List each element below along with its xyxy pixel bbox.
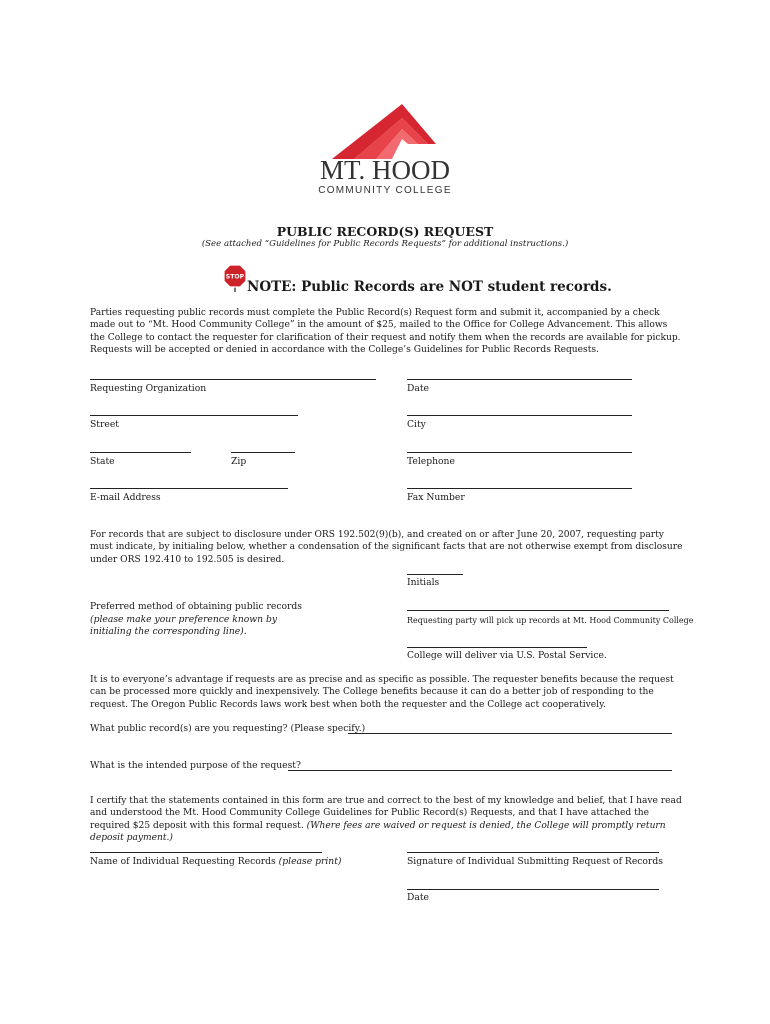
svg-text:STOP: STOP	[225, 273, 245, 281]
zip-label: Zip	[231, 456, 247, 467]
email-field[interactable]	[90, 488, 288, 489]
pickup-option-label: Requesting party will pick up records at Mt. Hood Community College	[407, 616, 694, 625]
certify-italic-text: (Where fees are waived or request is denied, the College will promptly return deposit payment.)	[90, 820, 666, 843]
certify-paragraph	[90, 795, 684, 844]
logo-wordmark: MT. HOOD	[320, 155, 450, 185]
date-label: Date	[407, 383, 429, 394]
method-note: (please make your preference known by initialing the corresponding line).	[90, 614, 278, 638]
signature-date-label: Date	[407, 892, 429, 903]
purpose-question-label: What is the intended purpose of the request?	[90, 760, 301, 771]
note-text: NOTE: Public Records are NOT student records.	[247, 279, 612, 295]
mountain-logo-icon	[332, 104, 436, 160]
method-title: Preferred method of obtaining public records	[90, 601, 303, 612]
name-hint-text: (please print)	[278, 856, 342, 867]
city-label: City	[407, 419, 426, 430]
mail-initial-field[interactable]	[407, 647, 587, 648]
signature-date-field[interactable]	[407, 889, 659, 890]
purpose-answer-field[interactable]	[288, 770, 672, 771]
ors-paragraph: For records that are subject to disclosure under ORS 192.502(9)(b), and created on or after June 20, 2007, requesting party must indicate, by initialing below, whether a condensation of the significant facts that are not otherwise exempt from disclosure under ORS 192.410 to 192.505 is desired.	[90, 530, 683, 565]
state-label: State	[90, 456, 115, 467]
signature-label: Signature of Individual Submitting Request of Records	[407, 856, 663, 867]
initials-label: Initials	[407, 577, 440, 588]
intro-paragraph: Parties requesting public records must complete the Public Record(s) Request form and submit it, accompanied by a check made out to “Mt. Hood Community College” in the amount of $25, mailed to the Office for College Advancement. This allows the College to contact the requester for clarification of their request and notify them when the records are available for pickup. Requests will be accepted or denied in accordance with the College’s Guidelines for Public Records Requests.	[90, 308, 681, 355]
date-field[interactable]	[407, 379, 632, 380]
name-print-field[interactable]	[90, 852, 322, 853]
telephone-label: Telephone	[407, 456, 455, 467]
telephone-field[interactable]	[407, 452, 632, 453]
city-field[interactable]	[407, 415, 632, 416]
mail-option-label: College will deliver via U.S. Postal Service.	[407, 650, 607, 661]
advice-paragraph: It is to everyone’s advantage if requests are as precise and as specific as possible. The requester benefits because the request can be processed more quickly and inexpensively. The College benefits because it can do a better job of responding to the request. The Oregon Public Records laws work best when both the requester and the College act cooperatively.	[90, 675, 674, 710]
stop-sign-icon	[223, 264, 247, 288]
pickup-initial-field[interactable]	[407, 610, 669, 611]
fax-field[interactable]	[407, 488, 632, 489]
records-answer-field[interactable]	[348, 733, 672, 734]
email-label: E-mail Address	[90, 492, 161, 503]
street-label: Street	[90, 419, 119, 430]
requesting-org-label: Requesting Organization	[90, 383, 207, 394]
page-title: PUBLIC RECORD(S) REQUEST	[276, 224, 494, 239]
signature-field[interactable]	[407, 852, 659, 853]
page-subtitle: (See attached “Guidelines for Public Records Requests” for additional instructions.)	[201, 239, 569, 249]
name-label-text: Name of Individual Requesting Records	[90, 856, 276, 867]
records-question-label: What public record(s) are you requesting? (Please specify.)	[90, 723, 366, 734]
initials-field[interactable]	[407, 574, 463, 575]
requesting-org-field[interactable]	[90, 379, 376, 380]
state-field[interactable]	[90, 452, 191, 453]
street-field[interactable]	[90, 415, 298, 416]
logo-subtitle: COMMUNITY COLLEGE	[318, 185, 452, 196]
zip-field[interactable]	[231, 452, 295, 453]
fax-label: Fax Number	[407, 492, 465, 503]
certify-text: I certify that the statements contained in this form are true and correct to the best of my knowledge and belief, that I have read and understood the Mt. Hood Community College Guidelines for Public Record(s) Requests, and that I have attached the required $25 deposit with this formal request.	[90, 796, 682, 831]
name-print-label	[90, 856, 341, 868]
